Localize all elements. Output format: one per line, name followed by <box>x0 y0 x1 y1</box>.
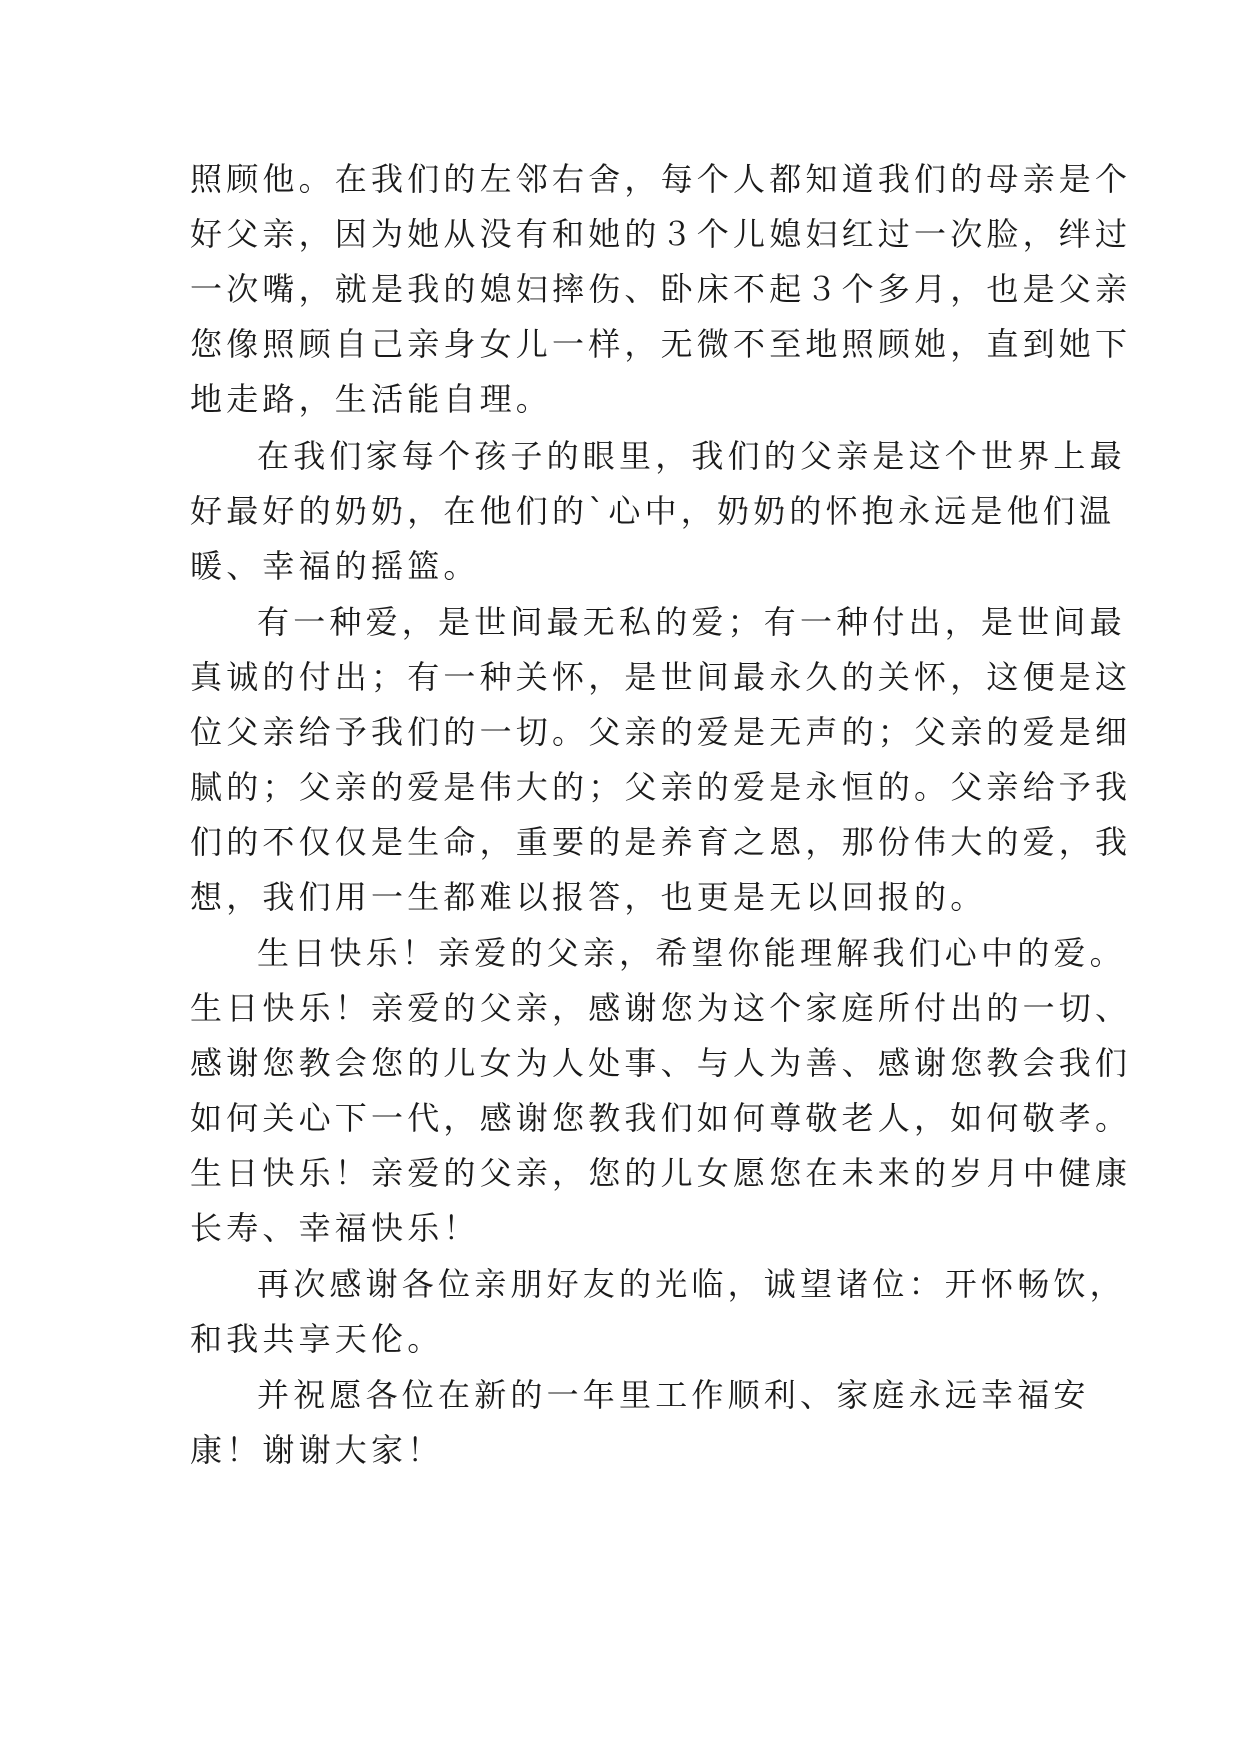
text-line: 您像照顾自己亲身女儿一样，无微不至地照顾她，直到她下 <box>190 325 1132 363</box>
text-line: 想，我们用一生都难以报答，也更是无以回报的。 <box>190 878 987 916</box>
text-line: 再次感谢各位亲朋好友的光临，诚望诸位：开怀畅饮， <box>257 1265 1126 1303</box>
text-line: 暖、幸福的摇篮。 <box>190 547 480 585</box>
text-line: 们的不仅仅是生命，重要的是养育之恩，那份伟大的爱，我 <box>190 823 1132 861</box>
text-line: 位父亲给予我们的一切。父亲的爱是无声的；父亲的爱是细 <box>190 713 1132 751</box>
text-line: 好最好的奶奶，在他们的`心中，奶奶的怀抱永远是他们温 <box>190 492 1116 530</box>
text-line: 长寿、幸福快乐！ <box>190 1209 480 1247</box>
text-line: 真诚的付出；有一种关怀，是世间最永久的关怀，这便是这 <box>190 658 1132 696</box>
text-line: 地走路，生活能自理。 <box>190 380 553 418</box>
text-line: 生日快乐！亲爱的父亲，感谢您为这个家庭所付出的一切、 <box>190 989 1132 1027</box>
text-line: 有一种爱，是世间最无私的爱；有一种付出，是世间最 <box>257 603 1126 641</box>
text-line: 和我共享天伦。 <box>190 1320 444 1358</box>
text-line: 一次嘴，就是我的媳妇摔伤、卧床不起３个多月，也是父亲 <box>190 270 1132 308</box>
text-line: 好父亲，因为她从没有和她的３个儿媳妇红过一次脸，绊过 <box>190 215 1132 253</box>
text-line: 生日快乐！亲爱的父亲，您的儿女愿您在未来的岁月中健康 <box>190 1154 1132 1192</box>
text-line: 康！谢谢大家！ <box>190 1431 444 1469</box>
text-line: 并祝愿各位在新的一年里工作顺利、家庭永远幸福安 <box>257 1376 1090 1414</box>
text-line: 在我们家每个孩子的眼里，我们的父亲是这个世界上最 <box>257 437 1126 475</box>
text-line: 腻的；父亲的爱是伟大的；父亲的爱是永恒的。父亲给予我 <box>190 768 1132 806</box>
text-line: 生日快乐！亲爱的父亲，希望你能理解我们心中的爱。 <box>257 934 1126 972</box>
text-line: 照顾他。在我们的左邻右舍，每个人都知道我们的母亲是个 <box>190 160 1132 198</box>
text-line: 如何关心下一代，感谢您教我们如何尊敬老人，如何敬孝。 <box>190 1099 1132 1137</box>
text-line: 感谢您教会您的儿女为人处事、与人为善、感谢您教会我们 <box>190 1044 1132 1082</box>
